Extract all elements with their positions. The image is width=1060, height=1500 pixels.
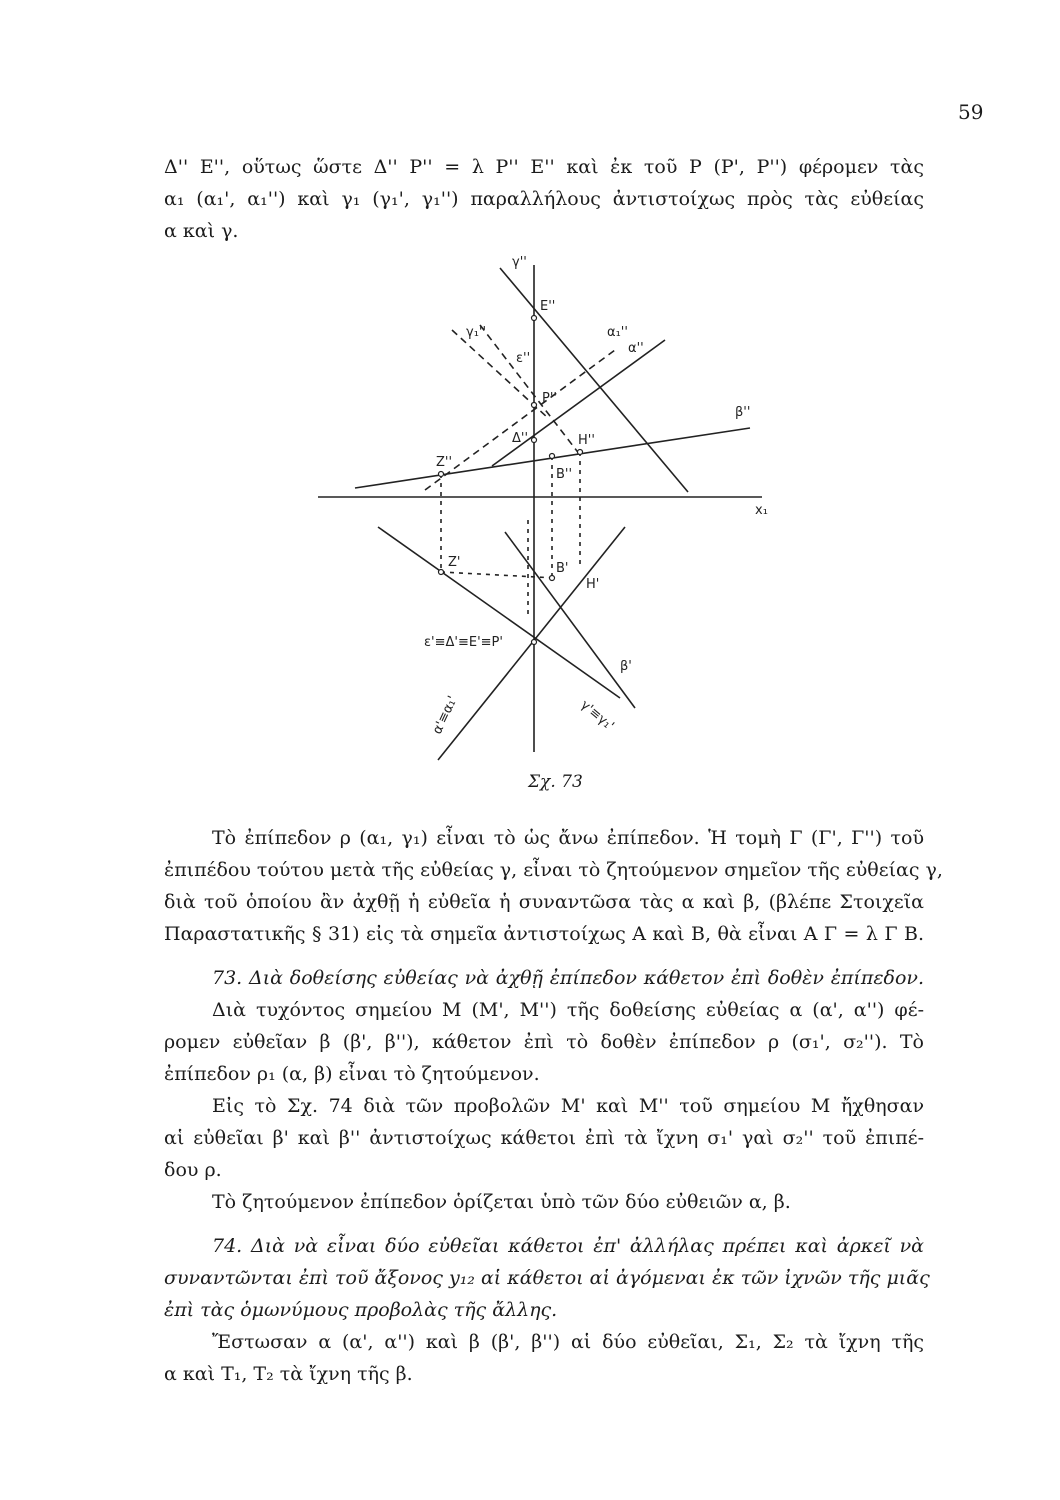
section73-line-5: αἱ εὐθεῖαι β' καὶ β'' ἀντιστοίχως κάθετοι ἐπὶ τὰ ἴχνη σ₁' γαὶ σ₂'' τοῦ ἐπιπέ- — [164, 1127, 924, 1149]
section73-line-6: δου ρ. — [164, 1159, 222, 1181]
section73-line-4: Εἰς τὸ Σχ. 74 διὰ τῶν προβολῶν Μ' καὶ Μ'' τοῦ σημείου Μ ἤχθησαν — [212, 1095, 924, 1117]
label-gamma-dd: γ'' — [512, 255, 527, 270]
label-B-dd: B'' — [556, 467, 573, 482]
section73-line-1: Διὰ τυχόντος σημείου Μ (Μ', Μ'') τῆς δοθείσης εὐθείας α (α', α'') φέ- — [212, 999, 924, 1021]
label-epsilon-dd: ε'' — [516, 351, 531, 366]
figure-73 — [300, 250, 780, 770]
figure-caption: Σχ. 73 — [528, 772, 583, 792]
point-Z-dd — [439, 472, 444, 477]
intro-line-1: Δ'' Ε'', οὕτως ὥστε Δ'' Ρ'' = λ Ρ'' Ε'' καὶ ἐκ τοῦ Ρ (Ρ', Ρ'') φέρομεν τὰς — [164, 156, 924, 178]
intro-line-3: α καὶ γ. — [164, 220, 239, 242]
intro-line-2: α₁ (α₁', α₁'') καὶ γ₁ (γ₁', γ₁'') παραλλήλους ἀντιστοίχως πρὸς τὰς εὐθείας — [164, 188, 924, 210]
section74-line-2: α καὶ Τ₁, Τ₂ τὰ ἴχνη τῆς β. — [164, 1363, 413, 1385]
section74-heading-line-2: συναντῶνται ἐπὶ τοῦ ἄξονος y₁₂ αἱ κάθετοι αἱ ἀγόμεναι ἐκ τῶν ἰχνῶν τῆς μιᾶς — [164, 1267, 930, 1289]
point-P-dd — [532, 403, 537, 408]
label-gamma1-dd: γ₁'' — [466, 325, 487, 340]
paragraph1-line-1: Τὸ ἐπίπεδον ρ (α₁, γ₁) εἶναι τὸ ὡς ἄνω ἐπίπεδον. Ἡ τομὴ Γ (Γ', Γ'') τοῦ — [212, 827, 924, 849]
label-alpha-d: α'≡α₁' — [430, 693, 461, 737]
paragraph1-line-4: Παραστατικῆς § 31) εἰς τὰ σημεῖα ἀντιστοίχως Α καὶ Β, θὰ εἶναι Α Γ = λ Γ Β. — [164, 923, 924, 945]
label-Z-d: Z' — [448, 555, 461, 570]
label-E-dd: E'' — [540, 299, 556, 314]
point-Z-d — [439, 570, 444, 575]
line-gamma-d — [505, 532, 635, 708]
label-gamma-d: γ'≡γ₁' — [577, 697, 617, 734]
section74-heading-line-3: ἐπὶ τὰς ὁμωνύμους προβολὰς τῆς ἄλλης. — [164, 1299, 558, 1321]
label-H-d: H' — [586, 577, 600, 592]
label-axis: x₁ — [755, 503, 768, 518]
page-number: 59 — [958, 100, 984, 124]
section73-line-3: ἐπίπεδον ρ₁ (α, β) εἶναι τὸ ζητούμενον. — [164, 1063, 540, 1085]
label-B-d: B' — [556, 561, 569, 576]
point-H-dd — [578, 450, 583, 455]
section74-heading-line-1: 74. Διὰ νὰ εἶναι δύο εὐθεῖαι κάθετοι ἐπ' ἀλλήλας πρέπει καὶ ἀρκεῖ νὰ — [212, 1235, 924, 1257]
label-Delta-dd: Δ'' — [512, 431, 529, 446]
point-B-d — [550, 576, 555, 581]
section74-line-1: Ἔστωσαν α (α', α'') καὶ β (β', β'') αἱ δύο εὐθεῖαι, Σ₁, Σ₂ τὰ ἴχνη τῆς — [212, 1331, 924, 1353]
line-alpha-d — [378, 527, 620, 698]
point-P-d — [532, 640, 537, 645]
label-alpha1-dd: α₁'' — [607, 325, 628, 340]
label-beta-dd: β'' — [735, 405, 751, 420]
label-P-dd: P'' — [542, 391, 557, 406]
label-beta-d: β' — [620, 659, 632, 674]
label-alpha-dd: α'' — [628, 341, 644, 356]
section73-line-2: ρομεν εὐθεῖαν β (β', β''), κάθετον ἐπὶ τὸ δοθὲν ἐπίπεδον ρ (σ₁', σ₂''). Τὸ — [164, 1031, 924, 1053]
point-B-dd — [550, 454, 555, 459]
point-E-dd — [532, 316, 537, 321]
label-Z-dd: Z'' — [436, 455, 453, 470]
point-Delta-dd — [532, 438, 537, 443]
label-equal-point: ε'≡Δ'≡E'≡P' — [424, 635, 503, 650]
paragraph1-line-2: ἐπιπέδου τούτου μετὰ τῆς εὐθείας γ, εἶναι τὸ ζητούμενον σημεῖον τῆς εὐθείας γ, — [164, 859, 943, 881]
section73-heading: 73. Διὰ δοθείσης εὐθείας νὰ ἀχθῇ ἐπίπεδον κάθετον ἐπὶ δοθὲν ἐπίπεδον. — [212, 967, 924, 989]
line-gamma-dd — [500, 268, 688, 492]
section73-line-7: Τὸ ζητούμενον ἐπίπεδον ὁρίζεται ὑπὸ τῶν δύο εὐθειῶν α, β. — [212, 1191, 791, 1213]
label-H-dd: H'' — [578, 433, 595, 448]
paragraph1-line-3: διὰ τοῦ ὁποίου ἂν ἀχθῇ ἡ εὐθεῖα ἡ συναντῶσα τὰς α καὶ β, (βλέπε Στοιχεῖα — [164, 891, 924, 913]
